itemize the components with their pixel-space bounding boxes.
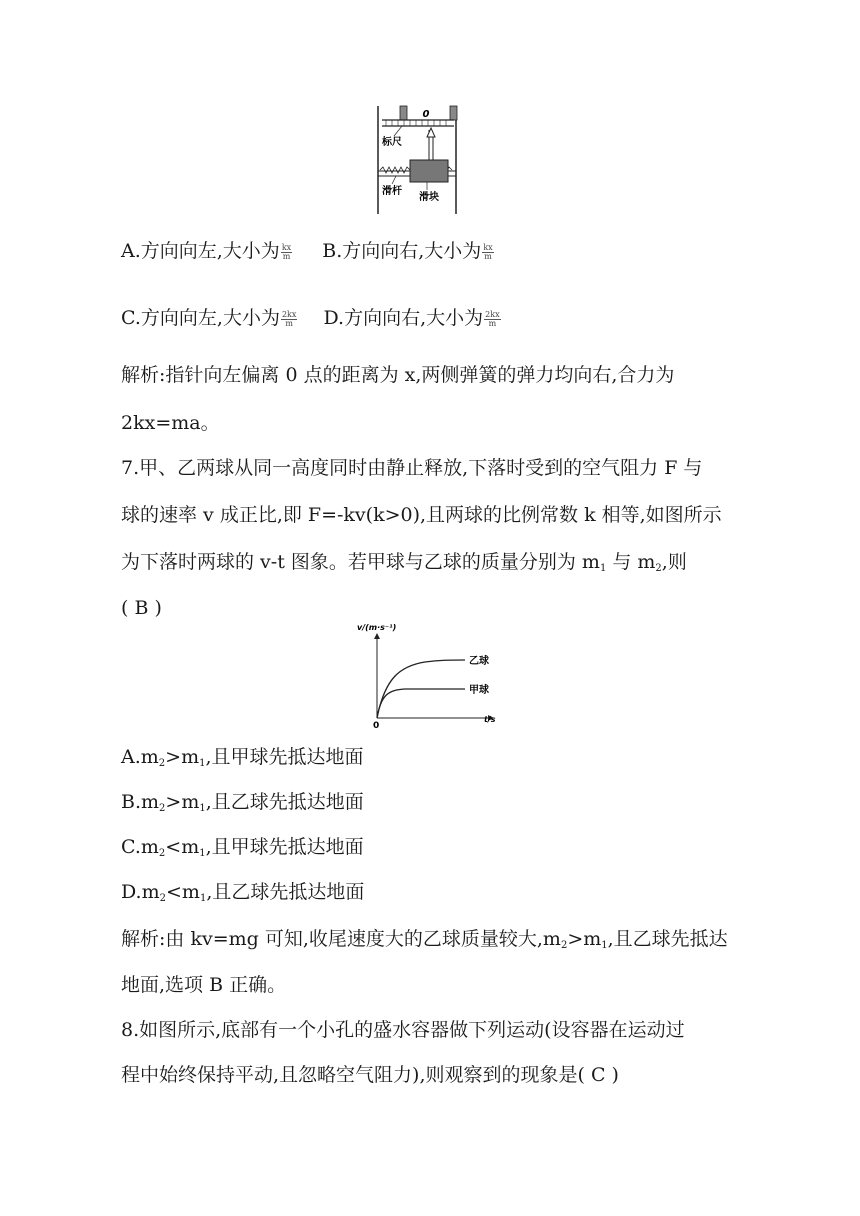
option-b: B.方向向右,大小为 $\frac{kx}{m}$ xyxy=(322,240,493,262)
q7-answer: ( B ) xyxy=(121,597,162,619)
q7-analysis-line2: 地面,选项 B 正确。 xyxy=(121,974,287,996)
fraction-2kx-over-m: $\frac{2kx}{m}$ xyxy=(281,309,297,328)
rod-label: 滑杆 xyxy=(382,186,402,197)
curve-yi-label: 乙球 xyxy=(469,656,489,667)
fraction-kx-over-m: $\frac{kx}{m}$ xyxy=(483,242,493,261)
q7-option-c: $C.m_2<m_1$,且甲球先抵达地面 xyxy=(121,836,364,859)
zero-label: 0 xyxy=(422,109,430,120)
vt-xlabel: t/s xyxy=(484,715,496,724)
q7-stem-line3: 为下落时两球的 v-t 图象。若甲球与乙球的质量分别为 $m_1$ 与 $m_2$,则 xyxy=(121,551,687,574)
q8-stem-line1: 8.如图所示,底部有一个小孔的盛水容器做下列运动(设容器在运动过 xyxy=(121,1019,685,1041)
option-a: A.方向向左,大小为 $\frac{kx}{m}$ xyxy=(121,240,292,262)
q6-analysis-line1: 解析:指针向左偏离 0 点的距离为 x,两侧弹簧的弹力均向右,合力为 xyxy=(121,364,675,386)
q7-option-d: $D.m_2<m_1$,且乙球先抵达地面 xyxy=(121,881,365,904)
option-row-ab xyxy=(121,238,494,264)
accelerometer-figure xyxy=(372,104,462,216)
q6-analysis-line2: 2kx=ma。 xyxy=(121,412,220,434)
curve-jia xyxy=(377,689,465,718)
scale-label: 标尺 xyxy=(382,137,402,148)
option-c: C.方向向左,大小为 $\frac{2kx}{m}$ xyxy=(121,307,297,329)
option-row-cd xyxy=(121,305,501,331)
fraction-kx-over-m: $\frac{kx}{m}$ xyxy=(281,242,292,261)
q8-stem-line2: 程中始终保持平动,且忽略空气阻力),则观察到的现象是( C ) xyxy=(121,1064,619,1086)
option-d: D.方向向右,大小为 $\frac{2kx}{m}$ xyxy=(323,307,500,329)
vt-ylabel: v/(m·s⁻¹) xyxy=(357,623,397,632)
q7-stem-line1: 7.甲、乙两球从同一高度同时由静止释放,下落时受到的空气阻力 F 与 xyxy=(121,457,703,479)
vt-graph xyxy=(355,618,505,730)
q7-option-a: $A.m_2>m_1$,且甲球先抵达地面 xyxy=(121,746,364,769)
vt-origin: 0 xyxy=(373,721,380,730)
block-label: 滑块 xyxy=(419,192,439,203)
q7-stem-line2: 球的速率 v 成正比,即 F=-kv(k>0),且两球的比例常数 k 相等,如图所示 xyxy=(121,504,722,526)
q7-analysis-line1: 解析:由 kv=mg 可知,收尾速度大的乙球质量较大$,m_2>m_1$,且乙球先抵达 xyxy=(121,928,728,951)
q7-option-b: $B.m_2>m_1$,且乙球先抵达地面 xyxy=(121,791,364,814)
curve-jia-label: 甲球 xyxy=(469,685,489,696)
fraction-2kx-over-m: $\frac{2kx}{m}$ xyxy=(485,309,500,328)
